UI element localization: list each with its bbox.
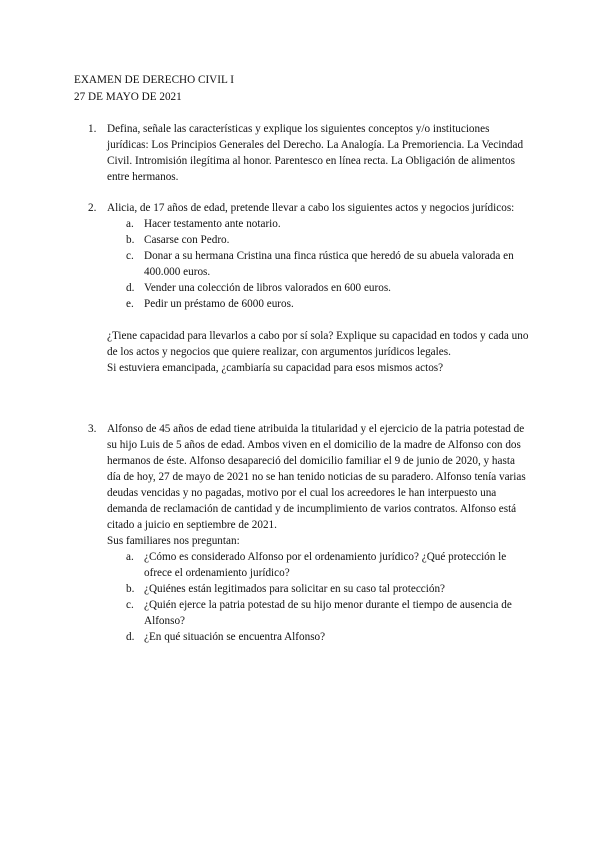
question-text: Alfonso de 45 años de edad tiene atribuida la titularidad y el ejercicio de la patria potestad de su hijo Luis de 5 años de edad. Ambos viven en el domicilio de la madre de Alfonso con dos hermanos de éste. Alfonso desapareció del domicilio familiar el 9 de junio de 2020, y hasta día de hoy, 27 de mayo de 2021 no se han tenido noticias de su paradero. Alfonso tenía varias deudas vencidas y no pagadas, motivo por el cual los acreedores le han interpuesto una demanda de reclamación de cantidad y de incumplimiento de varios contratos. Alfonso está citado a juicio en septiembre de 2021. [107,423,526,531]
followup-question: ¿Tiene capacidad para llevarlos a cabo por sí sola? Explique su capacidad en todos y cada uno de los actos y negocios que quiere realizar, con argumentos jurídicos legales. [107,330,529,358]
question-2 [90,200,530,376]
question-number: 2. [88,202,97,214]
item-text: Vender una colección de libros valorados en 600 euros. [144,282,391,294]
list-item [107,216,530,232]
followup-question-emancipada: Si estuviera emancipada, ¿cambiaría su capacidad para esos mismos actos? [107,362,444,374]
question-intro: Sus familiares nos preguntan: [107,535,240,547]
list-item [107,549,530,581]
question-text: Alicia, de 17 años de edad, pretende llevar a cabo los siguientes actos y negocios jurídicos: [107,202,515,214]
item-letter: c. [126,250,134,262]
item-letter: c. [126,599,134,611]
item-letter: d. [126,631,135,643]
question-3 [90,421,530,645]
list-item [107,248,530,280]
sub-item-list [107,216,530,312]
question-number: 3. [88,423,97,435]
item-letter: b. [126,234,135,246]
exam-header [74,72,234,106]
item-text: ¿Quiénes están legitimados para solicitar en su caso tal protección? [144,583,446,595]
item-text: Donar a su hermana Cristina una finca rústica que heredó de su abuela valorada en 400.000 euros. [144,250,514,278]
exam-date: 27 DE MAYO DE 2021 [74,91,182,103]
item-letter: e. [126,298,134,310]
question-text: Defina, señale las características y explique los siguientes conceptos y/o instituciones jurídicas: Los Principios Generales del Derecho. La Analogía. La Premoriencia. La Vecindad Civil. Intromisión ilegítima al honor. Parentesco en línea recta. La Obligación de alimentos entre hermanos. [107,123,524,183]
sub-item-list [107,549,530,645]
list-item [107,280,530,296]
item-text: ¿En qué situación se encuentra Alfonso? [144,631,326,643]
item-text: Hacer testamento ante notario. [144,218,281,230]
item-letter: d. [126,282,135,294]
list-item [107,581,530,597]
list-item [107,597,530,629]
list-item [107,296,530,312]
list-item [107,629,530,645]
item-letter: a. [126,218,134,230]
item-text: Casarse con Pedro. [144,234,230,246]
item-letter: a. [126,551,134,563]
item-text: ¿Quién ejerce la patria potestad de su hijo menor durante el tiempo de ausencia de Alfonso? [144,599,512,627]
item-letter: b. [126,583,135,595]
item-text: ¿Cómo es considerado Alfonso por el ordenamiento jurídico? ¿Qué protección le ofrece el ordenamiento jurídico? [144,551,507,579]
list-item [107,232,530,248]
question-number: 1. [88,123,97,135]
item-text: Pedir un préstamo de 6000 euros. [144,298,294,310]
exam-title: EXAMEN DE DERECHO CIVIL I [74,74,234,86]
question-1 [90,121,530,185]
